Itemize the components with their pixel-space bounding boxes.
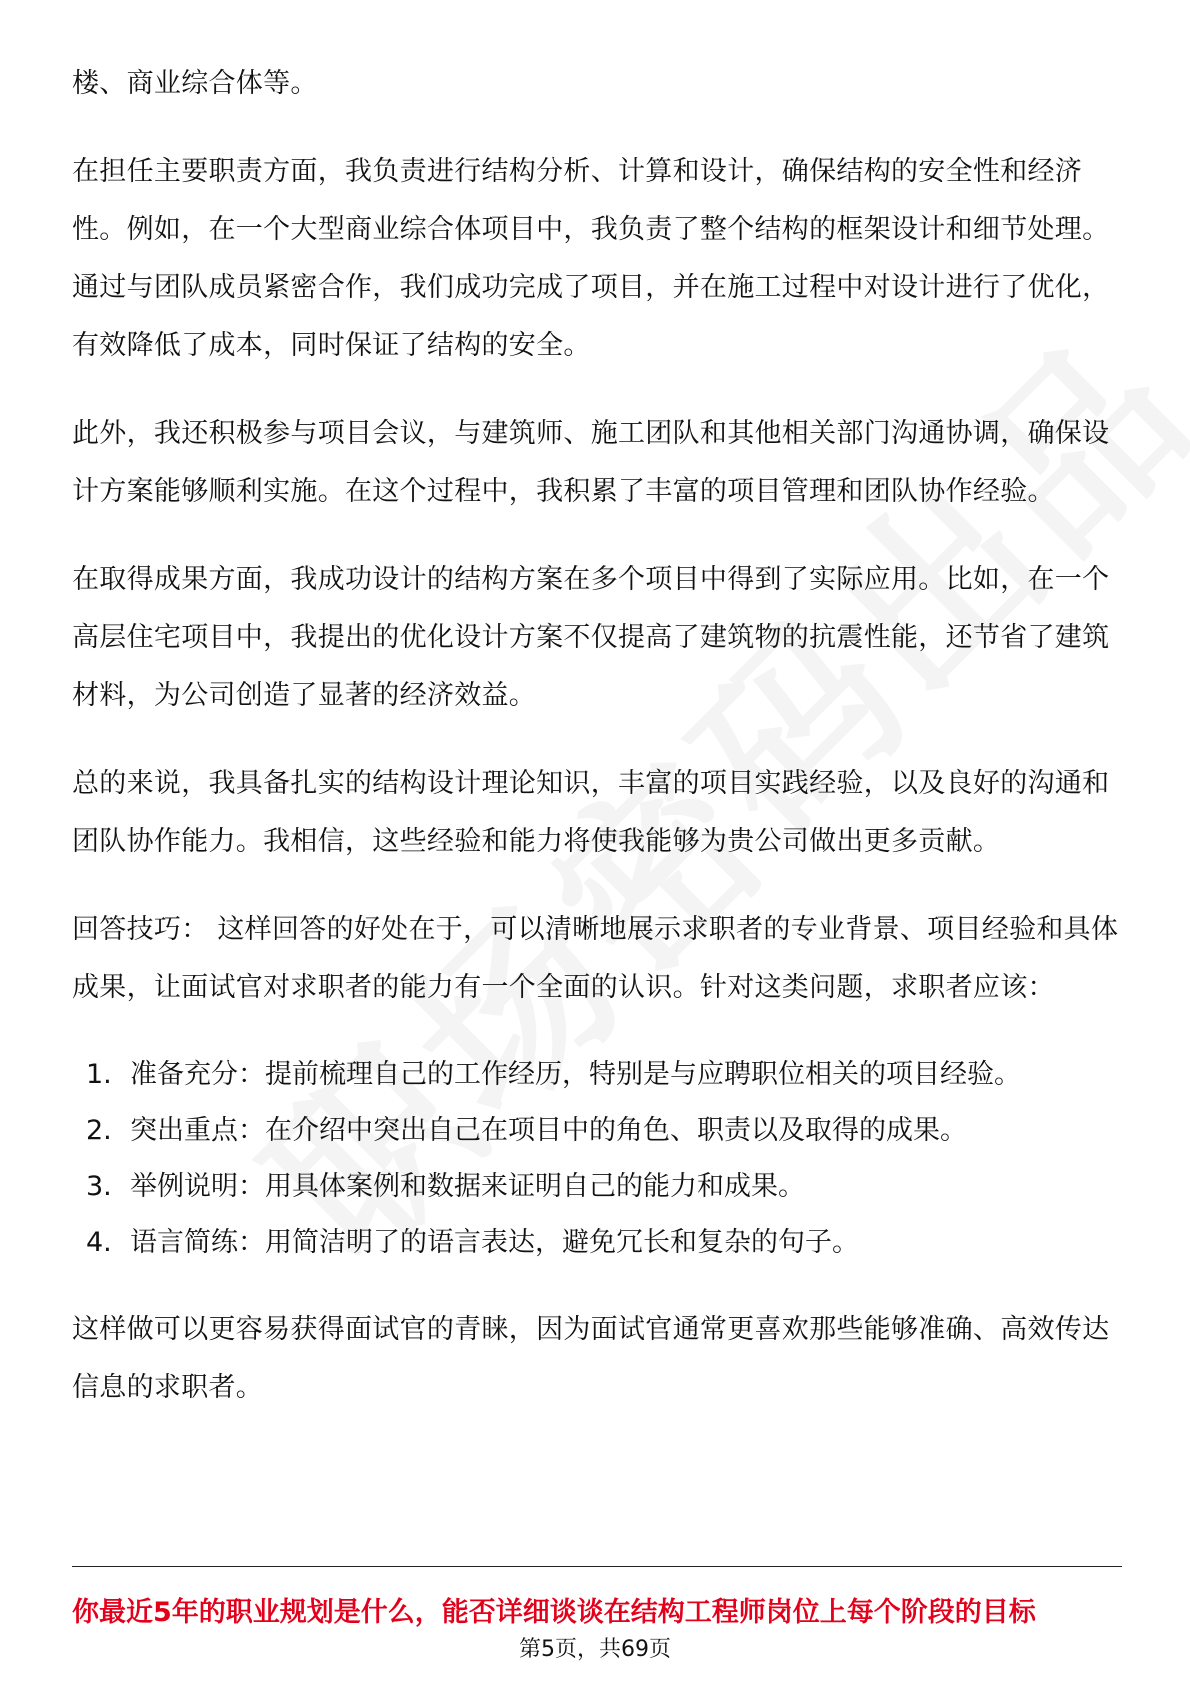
paragraph: 在担任主要职责方面，我负责进行结构分析、计算和设计，确保结构的安全性和经济性。例如，在一个大型商业综合体项目中，我负责了整个结构的框架设计和细节处理。通过与团队成员紧密合作，我们成功完成了项目，并在施工过程中对设计进行了优化，有效降低了成本，同时保证了结构的安全。 (72, 156, 1110, 361)
list-item-text: 突出重点：在介绍中突出自己在项目中的角色、职责以及取得的成果。 (130, 1115, 967, 1146)
next-question-heading: 你最近5年的职业规划是什么，能否详细谈谈在结构工程师岗位上每个阶段的目标 (72, 1597, 1036, 1628)
tips-list (72, 1047, 1122, 1271)
list-item (72, 1047, 1122, 1103)
paragraph: 楼、商业综合体等。 (72, 68, 318, 99)
list-item-text: 语言简练：用简洁明了的语言表达，避免冗长和复杂的句子。 (130, 1227, 859, 1258)
document-body (72, 55, 1122, 1447)
answer-tips-paragraph: 回答技巧： 这样回答的好处在于，可以清晰地展示求职者的专业背景、项目经验和具体成果，让面试官对求职者的能力有一个全面的认识。针对这类问题，求职者应该： (72, 914, 1119, 1003)
list-item-number: 3. (86, 1171, 112, 1202)
page-number: 第5页，共69页 (519, 1637, 671, 1662)
list-item (72, 1159, 1122, 1215)
paragraph: 此外，我还积极参与项目会议，与建筑师、施工团队和其他相关部门沟通协调，确保设计方案能够顺利实施。在这个过程中，我积累了丰富的项目管理和团队协作经验。 (72, 418, 1110, 507)
list-item-number: 4. (86, 1227, 112, 1258)
list-item (72, 1103, 1122, 1159)
list-item-text: 举例说明：用具体案例和数据来证明自己的能力和成果。 (130, 1171, 805, 1202)
list-item-text: 准备充分：提前梳理自己的工作经历，特别是与应聘职位相关的项目经验。 (130, 1059, 1021, 1090)
paragraph: 在取得成果方面，我成功设计的结构方案在多个项目中得到了实际应用。比如，在一个高层住宅项目中，我提出的优化设计方案不仅提高了建筑物的抗震性能，还节省了建筑材料，为公司创造了显著的经济效益。 (72, 564, 1110, 711)
list-item-number: 1. (86, 1059, 112, 1090)
paragraph: 总的来说，我具备扎实的结构设计理论知识，丰富的项目实践经验，以及良好的沟通和团队协作能力。我相信，这些经验和能力将使我能够为贵公司做出更多贡献。 (72, 768, 1110, 857)
closing-paragraph: 这样做可以更容易获得面试官的青睐，因为面试官通常更喜欢那些能够准确、高效传达信息的求职者。 (72, 1314, 1110, 1403)
list-item (72, 1215, 1122, 1271)
list-item-number: 2. (86, 1115, 112, 1146)
section-divider (72, 1566, 1122, 1567)
